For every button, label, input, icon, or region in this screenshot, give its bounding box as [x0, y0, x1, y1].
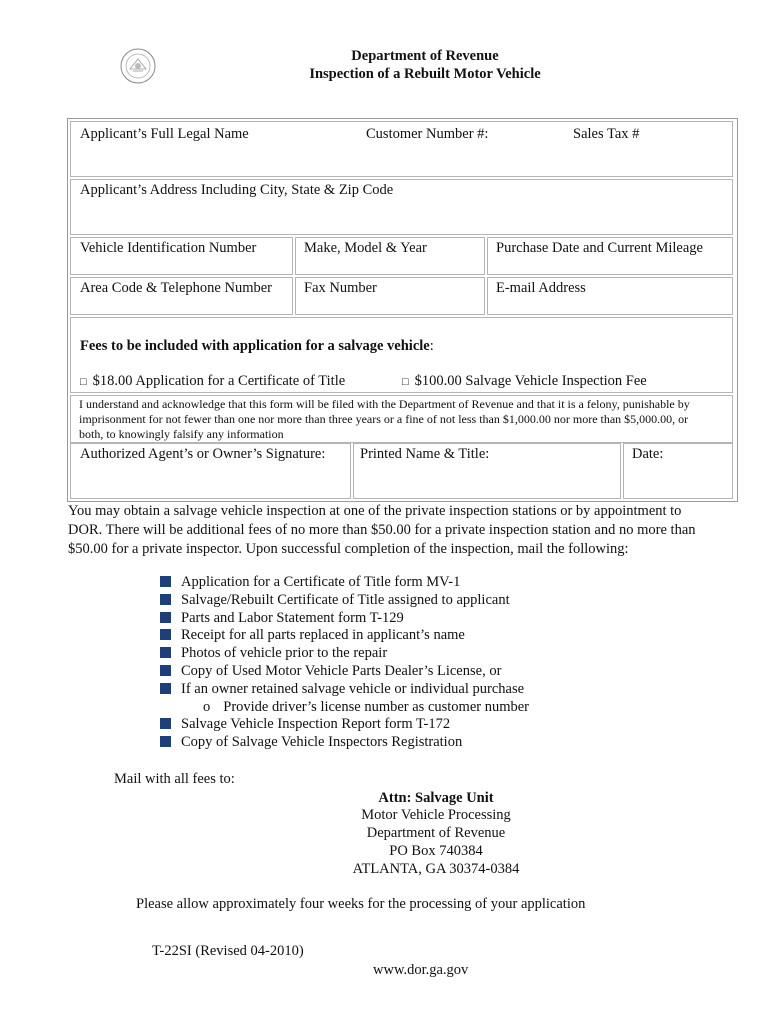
mail-address-line: PO Box 740384: [389, 843, 483, 859]
list-item: Photos of vehicle prior to the repair: [160, 645, 529, 663]
address-label: Applicant’s Address Including City, State & Zip Code: [80, 182, 394, 198]
make-model-year-label: Make, Model & Year: [304, 240, 427, 256]
email-label: E-mail Address: [496, 280, 586, 296]
list-item: Copy of Salvage Vehicle Inspectors Registration: [160, 734, 529, 752]
required-documents-list: [160, 574, 529, 752]
acknowledgement-line: I understand and acknowledge that this form will be filed with the Department of Revenue and that it is a felony, punishable by: [79, 397, 690, 411]
list-item: Copy of Used Motor Vehicle Parts Dealer’s License, or: [160, 663, 529, 681]
instructions-line: DOR. There will be additional fees of no more than $50.00 for a private inspection station and no more than: [68, 522, 696, 538]
fees-heading: Fees to be included with application for a salvage vehicle:: [80, 338, 434, 354]
customer-number-label: Customer Number #:: [366, 126, 489, 142]
acknowledgement-text: [70, 395, 733, 443]
list-item: Application for a Certificate of Title form MV-1: [160, 574, 529, 592]
signature-field[interactable]: [70, 443, 351, 499]
purchase-date-field[interactable]: [487, 237, 733, 275]
vin-field[interactable]: [70, 237, 293, 275]
acknowledgement-line: both, to knowingly falsify any information: [79, 427, 284, 441]
purchase-date-label: Purchase Date and Current Mileage: [496, 240, 703, 256]
bullet-square-icon: [160, 576, 171, 587]
form-id: T-22SI (Revised 04-2010): [152, 943, 304, 959]
date-label: Date:: [632, 446, 664, 462]
applicant-info-field[interactable]: [70, 121, 733, 177]
phone-label: Area Code & Telephone Number: [80, 280, 272, 296]
mail-attn: Attn: Salvage Unit: [378, 790, 494, 806]
list-item: Parts and Labor Statement form T-129: [160, 610, 529, 628]
instructions-paragraph: [68, 502, 696, 559]
list-item: If an owner retained salvage vehicle or individual purchase: [160, 681, 529, 699]
instructions-line: $50.00 for a private inspector. Upon successful completion of the inspection, mail the following:: [68, 541, 629, 557]
fee-application-label: $18.00 Application for a Certificate of Title: [92, 373, 346, 389]
sub-bullet-marker: o: [203, 698, 211, 715]
fax-field[interactable]: [295, 277, 485, 315]
processing-note: Please allow approximately four weeks for the processing of your application: [136, 896, 586, 912]
acknowledgement-line: imprisonment for not fewer than one nor more than three years or a fine of not less than $1,000.00 nor more than $5,000.00, or: [79, 412, 689, 426]
sales-tax-label: Sales Tax #: [573, 126, 640, 142]
mail-intro: Mail with all fees to:: [114, 771, 235, 787]
bullet-square-icon: [160, 736, 171, 747]
page-subtitle: Inspection of a Rebuilt Motor Vehicle: [309, 66, 541, 82]
mail-address-line: ATLANTA, GA 30374-0384: [352, 861, 520, 877]
bullet-square-icon: [160, 612, 171, 623]
website-link[interactable]: www.dor.ga.gov: [373, 962, 469, 978]
list-item: Receipt for all parts replaced in applicant’s name: [160, 627, 529, 645]
vin-label: Vehicle Identification Number: [80, 240, 257, 256]
address-field[interactable]: [70, 179, 733, 235]
printed-name-field[interactable]: [353, 443, 621, 499]
date-field[interactable]: [623, 443, 733, 499]
printed-name-label: Printed Name & Title:: [360, 446, 490, 462]
bullet-square-icon: [160, 647, 171, 658]
email-field[interactable]: [487, 277, 733, 315]
list-item: Salvage/Rebuilt Certificate of Title assigned to applicant: [160, 592, 529, 610]
fee-inspection-label: $100.00 Salvage Vehicle Inspection Fee: [414, 373, 647, 389]
fees-section: [70, 317, 733, 393]
applicant-name-label: Applicant’s Full Legal Name: [80, 126, 249, 142]
fee-application-checkbox[interactable]: □ $18.00 Application for a Certificate of Title: [80, 373, 346, 389]
bullet-square-icon: [160, 629, 171, 640]
mail-address-line: Department of Revenue: [366, 825, 506, 841]
bullet-square-icon: [160, 718, 171, 729]
fee-inspection-checkbox[interactable]: □ $100.00 Salvage Vehicle Inspection Fee: [402, 373, 647, 389]
instructions-line: You may obtain a salvage vehicle inspection at one of the private inspection stations or by appointment to: [68, 503, 682, 519]
bullet-square-icon: [160, 665, 171, 676]
application-form: [67, 118, 738, 502]
signature-label: Authorized Agent’s or Owner’s Signature:: [80, 446, 326, 462]
fax-label: Fax Number: [304, 280, 377, 296]
sub-list-item: o Provide driver’s license number as customer number: [203, 698, 530, 715]
list-item: Salvage Vehicle Inspection Report form T-172: [160, 716, 529, 734]
bullet-square-icon: [160, 594, 171, 605]
bullet-square-icon: [160, 683, 171, 694]
page-title: Department of Revenue: [351, 48, 499, 64]
phone-field[interactable]: [70, 277, 293, 315]
mail-address-line: Motor Vehicle Processing: [361, 807, 511, 823]
make-model-year-field[interactable]: [295, 237, 485, 275]
